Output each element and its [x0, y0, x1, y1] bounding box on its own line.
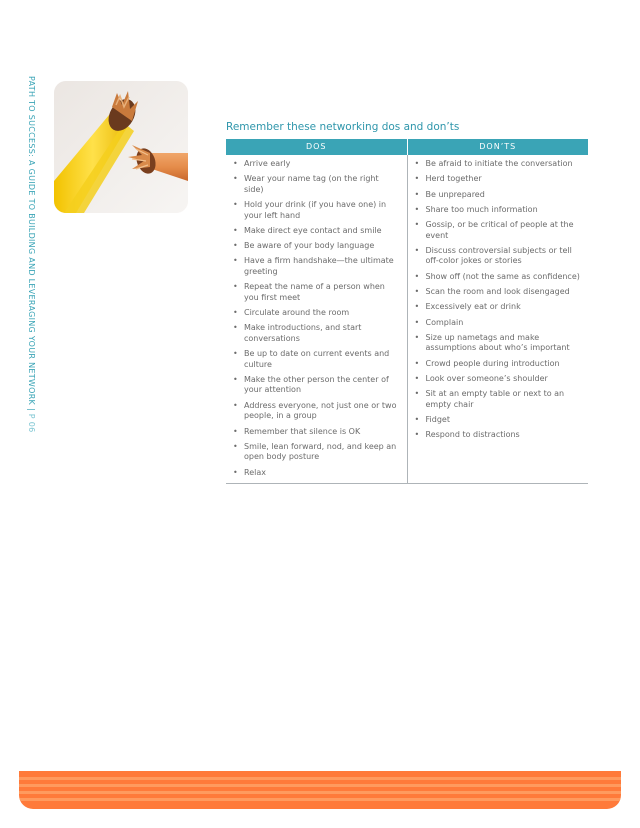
- page-number: P 06: [27, 413, 36, 433]
- bullet-icon: •: [233, 308, 238, 318]
- running-title-separator: |: [27, 405, 36, 414]
- bullet-icon: •: [414, 287, 420, 297]
- bullet-icon: •: [414, 189, 420, 199]
- footer-stripe: [19, 798, 621, 801]
- bullet-icon: •: [233, 200, 238, 210]
- donts-item: [414, 415, 583, 426]
- bullet-icon: •: [414, 159, 420, 168]
- broken-cable-photo: [54, 81, 188, 213]
- dos-item: [232, 442, 401, 463]
- dos-list: [226, 159, 407, 478]
- donts-item: [414, 190, 583, 201]
- dos-item-text: Remember that silence is OK: [244, 426, 361, 436]
- donts-item-text: Gossip, or be critical of people at the event: [425, 220, 574, 240]
- bullet-icon: •: [233, 374, 238, 384]
- bullet-icon: •: [233, 159, 238, 168]
- section-heading: Remember these networking dos and don’ts: [226, 121, 460, 133]
- table-header: [226, 139, 588, 155]
- donts-item-text: Be afraid to initiate the conversation: [425, 159, 573, 168]
- dos-item: [232, 308, 401, 319]
- bullet-icon: •: [414, 415, 420, 425]
- dos-item-text: Circulate around the room: [244, 308, 350, 318]
- running-title: [27, 76, 36, 433]
- donts-item-text: Show off (not the same as confidence): [425, 271, 580, 281]
- bullet-icon: •: [233, 467, 238, 477]
- donts-item: [414, 174, 583, 185]
- bullet-icon: •: [233, 282, 238, 292]
- table-body: [226, 155, 588, 484]
- dos-item-text: Wear your name tag (on the right side): [244, 174, 379, 194]
- dos-donts-table: [226, 139, 588, 484]
- bullet-icon: •: [414, 174, 420, 184]
- donts-item: [414, 333, 583, 354]
- donts-item: [414, 302, 583, 313]
- dos-item-text: Have a firm handshake—the ultimate greeting: [244, 256, 394, 276]
- dos-item-text: Be aware of your body language: [244, 241, 375, 251]
- donts-item: [414, 374, 583, 385]
- bullet-icon: •: [233, 349, 238, 359]
- dos-item: [232, 159, 401, 170]
- bullet-icon: •: [414, 430, 420, 440]
- donts-item-text: Herd together: [425, 174, 482, 184]
- bullet-icon: •: [414, 332, 420, 342]
- dos-item-text: Smile, lean forward, nod, and keep an open body posture: [244, 441, 397, 462]
- donts-header: DON’TS: [479, 142, 517, 151]
- dos-header: DOS: [226, 139, 408, 155]
- dos-item-text: Hold your drink (if you have one) in your left hand: [244, 200, 387, 220]
- footer-stripe: [19, 791, 621, 794]
- dos-item: [232, 468, 401, 479]
- dos-item: [232, 282, 401, 303]
- donts-item-text: Sit at an empty table or next to an empty chair: [425, 389, 565, 409]
- bullet-icon: •: [233, 225, 238, 235]
- bullet-icon: •: [233, 256, 238, 266]
- dos-item: [232, 226, 401, 237]
- dos-item: [232, 323, 401, 344]
- bullet-icon: •: [414, 317, 420, 327]
- donts-list: [408, 159, 589, 441]
- running-title-text: PATH TO SUCCESS: A GUIDE TO BUILDING AND LEVERAGING YOUR NETWORK: [27, 76, 36, 406]
- bullet-icon: •: [414, 358, 420, 368]
- bullet-icon: •: [233, 174, 238, 184]
- donts-item-text: Share too much information: [425, 204, 538, 214]
- donts-item-text: Discuss controversial subjects or tell off-color jokes or stories: [425, 245, 572, 266]
- donts-item-text: Look over someone’s shoulder: [425, 374, 548, 384]
- bullet-icon: •: [233, 441, 238, 451]
- dos-item: [232, 401, 401, 422]
- footer-band: [19, 771, 621, 809]
- dos-item: [232, 241, 401, 252]
- dos-item-text: Relax: [244, 467, 266, 477]
- bullet-icon: •: [414, 302, 420, 312]
- bullet-icon: •: [414, 204, 420, 214]
- dos-column: [226, 155, 408, 483]
- donts-item-text: Scan the room and look disengaged: [425, 287, 570, 297]
- dos-item: [232, 200, 401, 221]
- footer-stripe: [19, 784, 621, 787]
- donts-item-text: Respond to distractions: [425, 430, 520, 440]
- dos-item-text: Repeat the name of a person when you first meet: [244, 282, 385, 302]
- donts-item: [414, 318, 583, 329]
- bullet-icon: •: [233, 426, 238, 436]
- dos-item-text: Address everyone, not just one or two people, in a group: [244, 400, 397, 421]
- dos-item-text: Make direct eye contact and smile: [244, 225, 382, 235]
- dos-item-text: Make introductions, and start conversations: [244, 323, 362, 343]
- donts-column: [408, 155, 589, 483]
- donts-item: [414, 159, 583, 170]
- donts-item: [414, 389, 583, 410]
- bullet-icon: •: [414, 220, 420, 230]
- donts-item: [414, 205, 583, 216]
- dos-item-text: Be up to date on current events and culture: [244, 349, 390, 369]
- broken-cable-illustration: [54, 81, 188, 213]
- bullet-icon: •: [414, 245, 420, 255]
- bullet-icon: •: [414, 271, 420, 281]
- dos-item-text: Arrive early: [244, 159, 291, 168]
- donts-item: [414, 246, 583, 267]
- donts-item-text: Crowd people during introduction: [425, 358, 560, 368]
- donts-item-text: Excessively eat or drink: [425, 302, 521, 312]
- donts-item: [414, 430, 583, 441]
- dos-item: [232, 256, 401, 277]
- donts-item-text: Complain: [425, 317, 464, 327]
- footer-stripe: [19, 777, 621, 780]
- donts-item: [414, 359, 583, 370]
- donts-item-text: Be unprepared: [425, 189, 485, 199]
- bullet-icon: •: [233, 241, 238, 251]
- dos-item-text: Make the other person the center of your attention: [244, 374, 389, 395]
- bullet-icon: •: [233, 323, 238, 333]
- bullet-icon: •: [414, 374, 420, 384]
- bullet-icon: •: [233, 400, 238, 410]
- donts-item: [414, 220, 583, 241]
- dos-item: [232, 427, 401, 438]
- dos-item: [232, 375, 401, 396]
- donts-item-text: Fidget: [425, 415, 450, 425]
- donts-item: [414, 272, 583, 283]
- donts-item-text: Size up nametags and make assumptions about who’s important: [425, 332, 570, 353]
- dos-item: [232, 349, 401, 370]
- donts-item: [414, 287, 583, 298]
- bullet-icon: •: [414, 389, 420, 399]
- dos-item: [232, 174, 401, 195]
